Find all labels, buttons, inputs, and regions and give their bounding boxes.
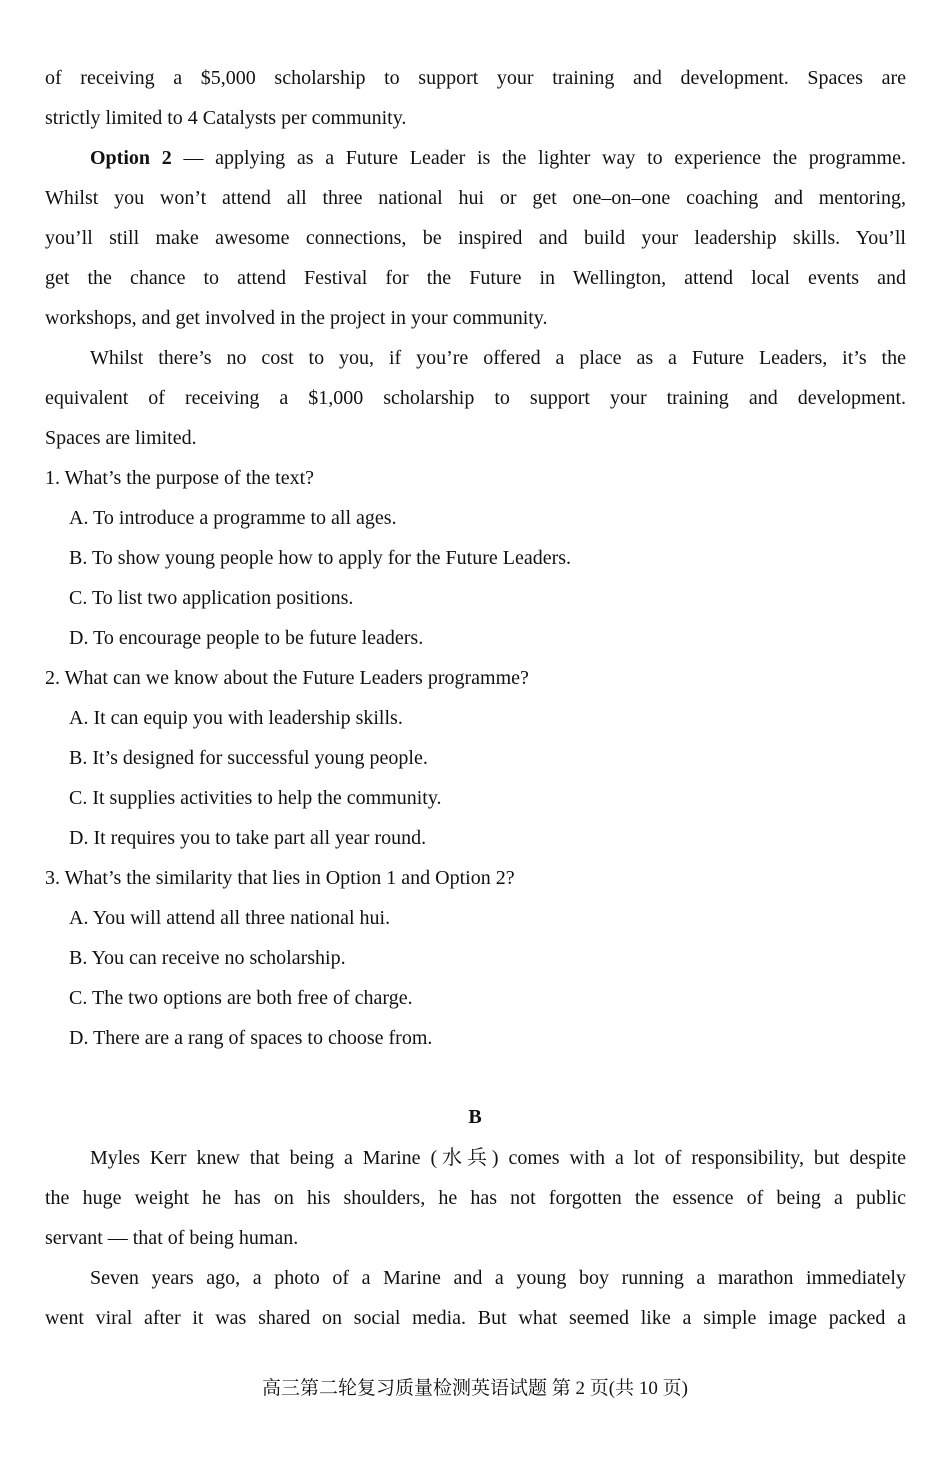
question-3-option-d: D. There are a rang of spaces to choose from.	[69, 1027, 433, 1049]
option-2-label: Option 2	[90, 147, 172, 169]
passage-a-p2-line-4: get the chance to attend Festival for the Future in Wellington, attend local events and	[45, 267, 906, 289]
passage-a-p1-line-1: of receiving a $5,000 scholarship to support your training and development. Spaces are	[45, 67, 906, 89]
passage-b-p1-line-3: servant — that of being human.	[45, 1227, 299, 1249]
question-2-option-c: C. It supplies activities to help the community.	[69, 787, 442, 809]
question-1-option-a: A. To introduce a programme to all ages.	[69, 507, 397, 529]
passage-b-p2-line-2: went viral after it was shared on social media. But what seemed like a simple image packed a	[45, 1307, 906, 1329]
passage-a-p2-line-1	[90, 146, 906, 170]
page-footer: 高三第二轮复习质量检测英语试题 第 2 页(共 10 页)	[262, 1378, 688, 1399]
passage-a-p1-line-2: strictly limited to 4 Catalysts per community.	[45, 107, 407, 129]
question-1-option-c: C. To list two application positions.	[69, 587, 354, 609]
question-1-option-d: D. To encourage people to be future leaders.	[69, 627, 424, 649]
question-1-option-b: B. To show young people how to apply for the Future Leaders.	[69, 547, 572, 569]
question-2-option-a: A. It can equip you with leadership skills.	[69, 707, 403, 729]
passage-a-p3-line-2: equivalent of receiving a $1,000 scholarship to support your training and development.	[45, 387, 906, 409]
passage-b-p1-line-2: the huge weight he has on his shoulders, he has not forgotten the essence of being a public	[45, 1187, 906, 1209]
question-3-option-a: A. You will attend all three national hui.	[69, 907, 391, 929]
question-3-option-c: C. The two options are both free of charge.	[69, 987, 413, 1009]
passage-a-p3-line-1: Whilst there’s no cost to you, if you’re offered a place as a Future Leaders, it’s the	[90, 347, 906, 369]
option-2-text: — applying as a Future Leader is the lighter way to experience the programme.	[171, 147, 906, 169]
question-3-option-b: B. You can receive no scholarship.	[69, 947, 346, 969]
question-3-stem: 3. What’s the similarity that lies in Option 1 and Option 2?	[45, 867, 515, 889]
passage-b-heading: B	[468, 1106, 482, 1128]
question-2-option-d: D. It requires you to take part all year round.	[69, 827, 427, 849]
passage-b-p1-line-1: Myles Kerr knew that being a Marine (水兵) comes with a lot of responsibility, but despite	[90, 1147, 906, 1169]
passage-a-p3-line-3: Spaces are limited.	[45, 427, 197, 449]
passage-a-p2-line-5: workshops, and get involved in the project in your community.	[45, 307, 548, 329]
question-1-stem: 1. What’s the purpose of the text?	[45, 467, 315, 489]
question-2-stem: 2. What can we know about the Future Leaders programme?	[45, 667, 529, 689]
passage-a-p2-line-2: Whilst you won’t attend all three national hui or get one–on–one coaching and mentoring,	[45, 187, 906, 209]
question-2-option-b: B. It’s designed for successful young people.	[69, 747, 428, 769]
passage-a-p2-line-3: you’ll still make awesome connections, be inspired and build your leadership skills. You’ll	[45, 227, 906, 249]
passage-b-p2-line-1: Seven years ago, a photo of a Marine and a young boy running a marathon immediately	[90, 1267, 906, 1289]
